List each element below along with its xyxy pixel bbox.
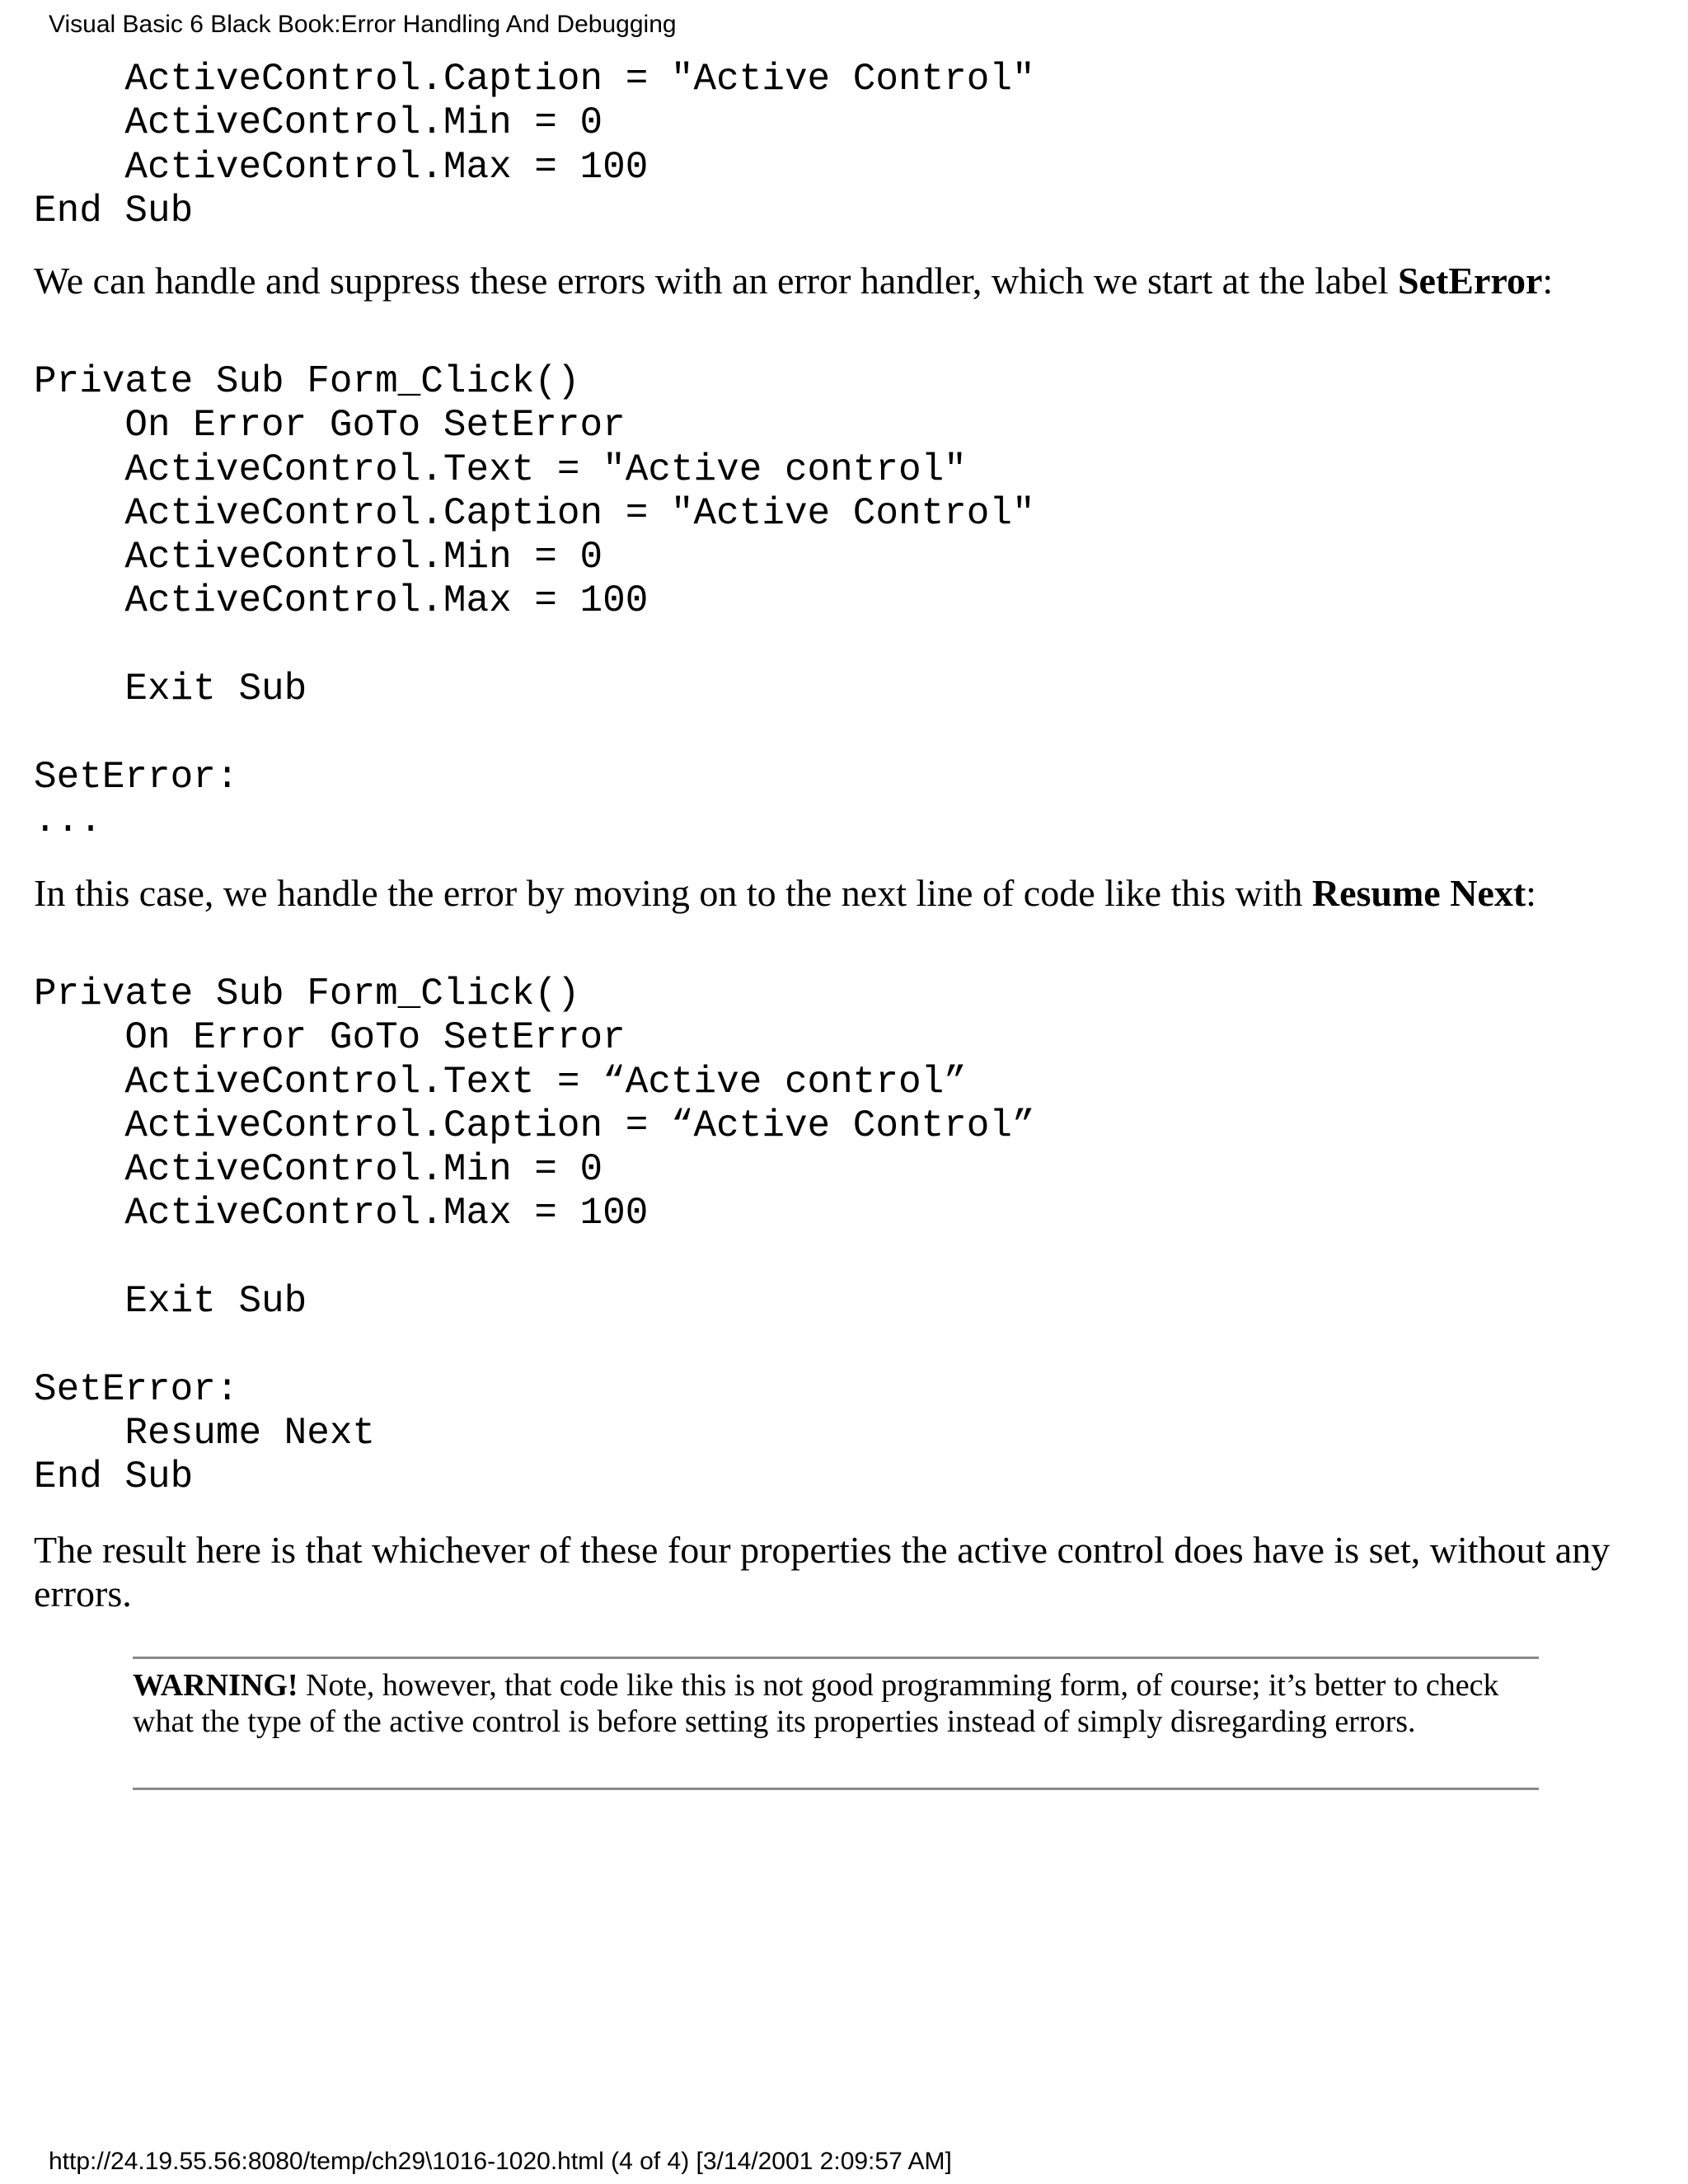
code-line: SetError: [34,755,239,799]
warning-text [133,1659,1526,1740]
code-line: ... [34,799,102,842]
paragraph-1-bold: SetError [1397,260,1543,302]
warning-body: Note, however, that code like this is not good programming form, of course; it’s better to check what the type of the active control is before setting its properties instead of simply disregarding errors. [133,1668,1499,1739]
code-block-1 [34,58,1035,233]
code-line: On Error GoTo SetError [34,404,626,448]
code-line: Private Sub Form_Click() [34,972,580,1015]
paragraph-2 [34,871,1658,915]
code-line: ActiveControl.Text = “Active control” [34,1060,967,1104]
code-line: Resume Next [34,1411,376,1455]
code-line: ActiveControl.Caption = "Active Control" [34,491,1035,535]
code-line: End Sub [34,189,194,232]
code-line: ActiveControl.Text = "Active control" [34,448,967,491]
paragraph-3: The result here is that whichever of these four properties the active control does have is set, without any errors. [34,1529,1611,1615]
code-line [34,711,1035,755]
paragraph-2-suffix: : [1526,872,1536,914]
code-line [34,1236,1035,1280]
code-line: SetError: [34,1367,239,1411]
code-line: ActiveControl.Max = 100 [34,1192,649,1235]
code-line: Private Sub Form_Click() [34,360,580,403]
paragraph-1 [34,259,1658,302]
code-line: On Error GoTo SetError [34,1016,626,1060]
code-line: ActiveControl.Min = 0 [34,536,603,579]
code-line: ActiveControl.Max = 100 [34,145,649,189]
warning-label: WARNING! [133,1668,298,1703]
code-line: Exit Sub [34,668,307,711]
code-line [34,624,1035,668]
code-line: Exit Sub [34,1280,307,1324]
code-line: ActiveControl.Max = 100 [34,579,649,623]
code-block-3 [34,972,1035,1500]
code-line: End Sub [34,1455,194,1499]
code-line [34,1324,1035,1367]
page-footer-url: http://24.19.55.56:8080/temp/ch29\1016-1020.html (4 of 4) [3/14/2001 2:09:57 AM] [49,2148,952,2175]
warning-box [133,1657,1539,1790]
code-line: ActiveControl.Min = 0 [34,101,603,145]
code-block-2 [34,360,1035,843]
paragraph-2-text: In this case, we handle the error by moving on to the next line of code like this with [34,872,1312,914]
paragraph-1-suffix: : [1542,260,1554,302]
page-header: Visual Basic 6 Black Book:Error Handling And Debugging [49,11,677,38]
code-line: ActiveControl.Min = 0 [34,1148,603,1192]
paragraph-1-text: We can handle and suppress these errors with an error handler, which we start at the label [34,260,1398,302]
code-line: ActiveControl.Caption = “Active Control” [34,1104,1035,1147]
code-line: ActiveControl.Caption = "Active Control" [34,58,1035,101]
paragraph-2-bold: Resume Next [1311,872,1526,914]
